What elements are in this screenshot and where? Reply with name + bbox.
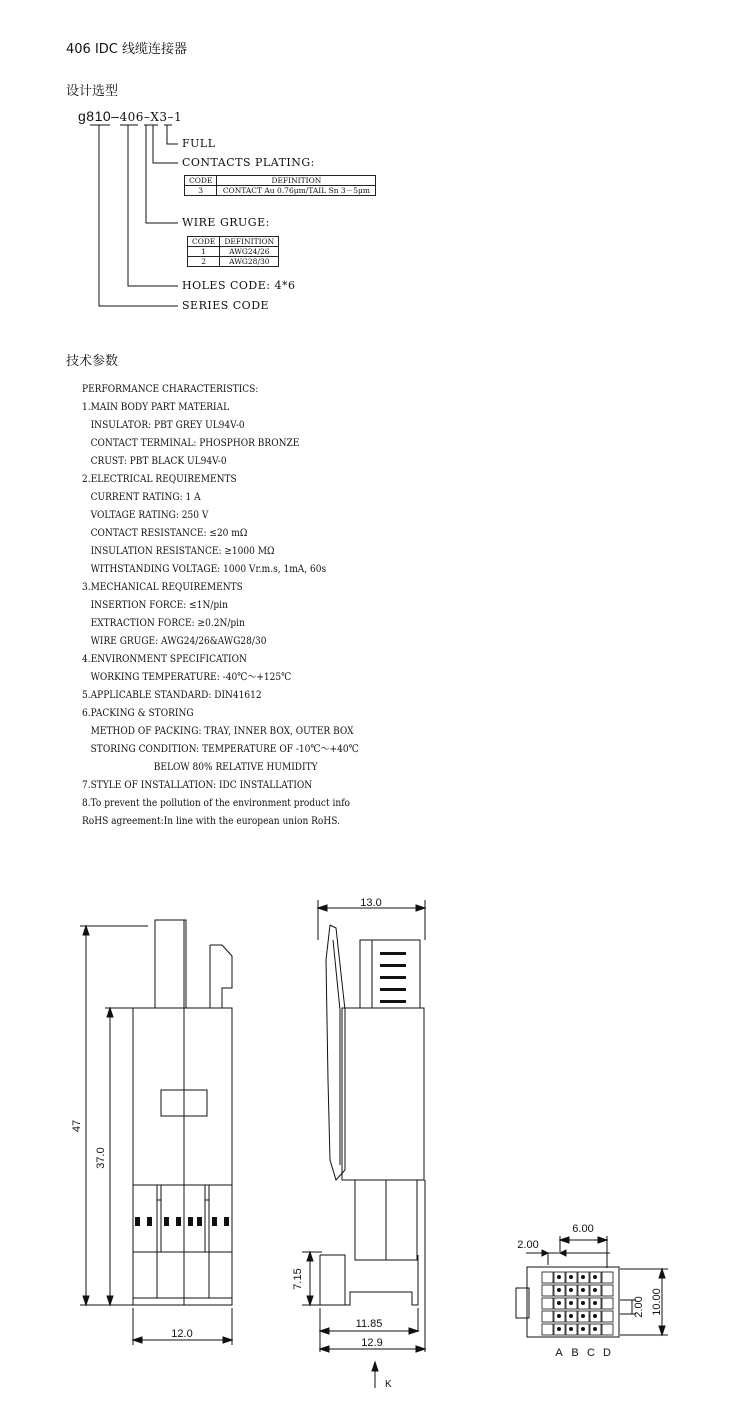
perf-line: 5.APPLICABLE STANDARD: DIN41612	[82, 689, 262, 701]
column-label: D	[603, 1347, 611, 1359]
perf-line: 8.To prevent the pollution of the environment product info	[82, 797, 350, 809]
perf-line: BELOW 80% RELATIVE HUMIDITY	[82, 761, 318, 773]
series-prefix: g810	[78, 108, 112, 124]
technical-drawing	[0, 880, 750, 1412]
perf-line: INSULATION RESISTANCE: ≥1000 MΩ	[82, 545, 275, 557]
holes-segment: 406	[119, 110, 144, 124]
performance-characteristics	[82, 380, 443, 830]
table-row	[188, 257, 279, 267]
suffix-segment: 1	[174, 110, 183, 124]
perf-line: 1.MAIN BODY PART MATERIAL	[82, 401, 230, 413]
table-row	[188, 247, 279, 257]
table-header: CODE	[185, 176, 217, 186]
perf-line: CRUST: PBT BLACK UL94V-0	[82, 455, 227, 467]
label-full: FULL	[182, 137, 216, 150]
section-technical-parameters: 技术参数	[66, 354, 119, 369]
table-header: DEFINITION	[217, 176, 376, 186]
table-row	[185, 186, 376, 196]
perf-line: WORKING TEMPERATURE: -40℃～+125℃	[82, 671, 292, 683]
dim-total-height: 47	[71, 1119, 83, 1133]
dim-bottom-pitch-x: 2.00	[517, 1239, 539, 1251]
perf-line: CONTACT TERMINAL: PHOSPHOR BRONZE	[82, 437, 300, 449]
table-cell: 1	[188, 247, 220, 257]
section-design-selection: 设计选型	[66, 84, 119, 99]
dim-side-outer-width: 12.9	[361, 1337, 383, 1349]
wire-table	[187, 236, 279, 267]
table-header: DEFINITION	[220, 237, 279, 247]
label-wire-gruge: WIRE GRUGE:	[182, 216, 270, 229]
page-title: 406 IDC 线缆连接器	[66, 42, 187, 57]
perf-line: WIRE GRUGE: AWG24/26&AWG28/30	[82, 635, 267, 647]
dim-side-inner-width: 11.85	[355, 1318, 383, 1330]
perf-line: 3.MECHANICAL REQUIREMENTS	[82, 581, 243, 593]
column-label: B	[571, 1347, 579, 1359]
perf-line: 2.ELECTRICAL REQUIREMENTS	[82, 473, 237, 485]
label-series-code: SERIES CODE	[182, 299, 270, 312]
perf-line: 4.ENVIRONMENT SPECIFICATION	[82, 653, 247, 665]
dim-side-top-width: 13.0	[360, 897, 382, 909]
column-label: A	[555, 1347, 563, 1359]
perf-line: VOLTAGE RATING: 250 V	[82, 509, 209, 521]
label-contacts-plating: CONTACTS PLATING:	[182, 156, 315, 169]
perf-line: METHOD OF PACKING: TRAY, INNER BOX, OUTER BOX	[82, 725, 354, 737]
table-header: CODE	[188, 237, 220, 247]
perf-line: 7.STYLE OF INSTALLATION: IDC INSTALLATION	[82, 779, 313, 791]
plating-table	[184, 175, 376, 196]
separator: –	[111, 108, 120, 124]
perf-line: WITHSTANDING VOLTAGE: 1000 Vr.m.s, 1mA, 60s	[82, 563, 327, 575]
table-cell: CONTACT Au 0.76μm/TAIL Sn 3－5μm	[217, 186, 376, 196]
plating-segment: X3	[150, 110, 168, 124]
perf-line: PERFORMANCE CHARACTERISTICS:	[82, 383, 259, 395]
dim-body-height: 37.0	[95, 1147, 107, 1169]
perf-line: INSULATOR: PBT GREY UL94V-0	[82, 419, 245, 431]
dim-front-width: 12.0	[171, 1328, 193, 1340]
table-cell: 2	[188, 257, 220, 267]
view-label-k: K	[385, 1379, 392, 1390]
table-cell: 3	[185, 186, 217, 196]
separator: –	[167, 110, 175, 124]
perf-line: CURRENT RATING: 1 A	[82, 491, 201, 503]
table-header-row	[185, 176, 376, 186]
column-label: C	[587, 1347, 595, 1359]
perf-line: CONTACT RESISTANCE: ≤20 mΩ	[82, 527, 248, 539]
bottom-view	[516, 1236, 668, 1337]
front-view	[80, 920, 232, 1345]
table-cell: AWG28/30	[220, 257, 279, 267]
perf-line: STORING CONDITION: TEMPERATURE OF -10℃～+40℃	[82, 743, 359, 755]
label-holes-code: HOLES CODE: 4*6	[182, 279, 296, 292]
code-leader-lines	[0, 0, 750, 330]
separator: –	[143, 110, 151, 124]
perf-line: INSERTION FORCE: ≤1N/pin	[82, 599, 228, 611]
perf-line: 6.PACKING & STORING	[82, 707, 194, 719]
table-cell: AWG24/26	[220, 247, 279, 257]
side-view	[302, 900, 425, 1388]
perf-line: RoHS agreement:In line with the european union RoHS.	[82, 815, 340, 827]
dim-side-small-height: 7.15	[292, 1268, 304, 1290]
dim-bottom-span: 6.00	[572, 1223, 594, 1235]
table-header-row	[188, 237, 279, 247]
perf-line: EXTRACTION FORCE: ≥0.2N/pin	[82, 617, 245, 629]
dim-bottom-pitch-y: 2.00	[633, 1296, 645, 1318]
dim-bottom-height: 10.00	[651, 1288, 663, 1316]
